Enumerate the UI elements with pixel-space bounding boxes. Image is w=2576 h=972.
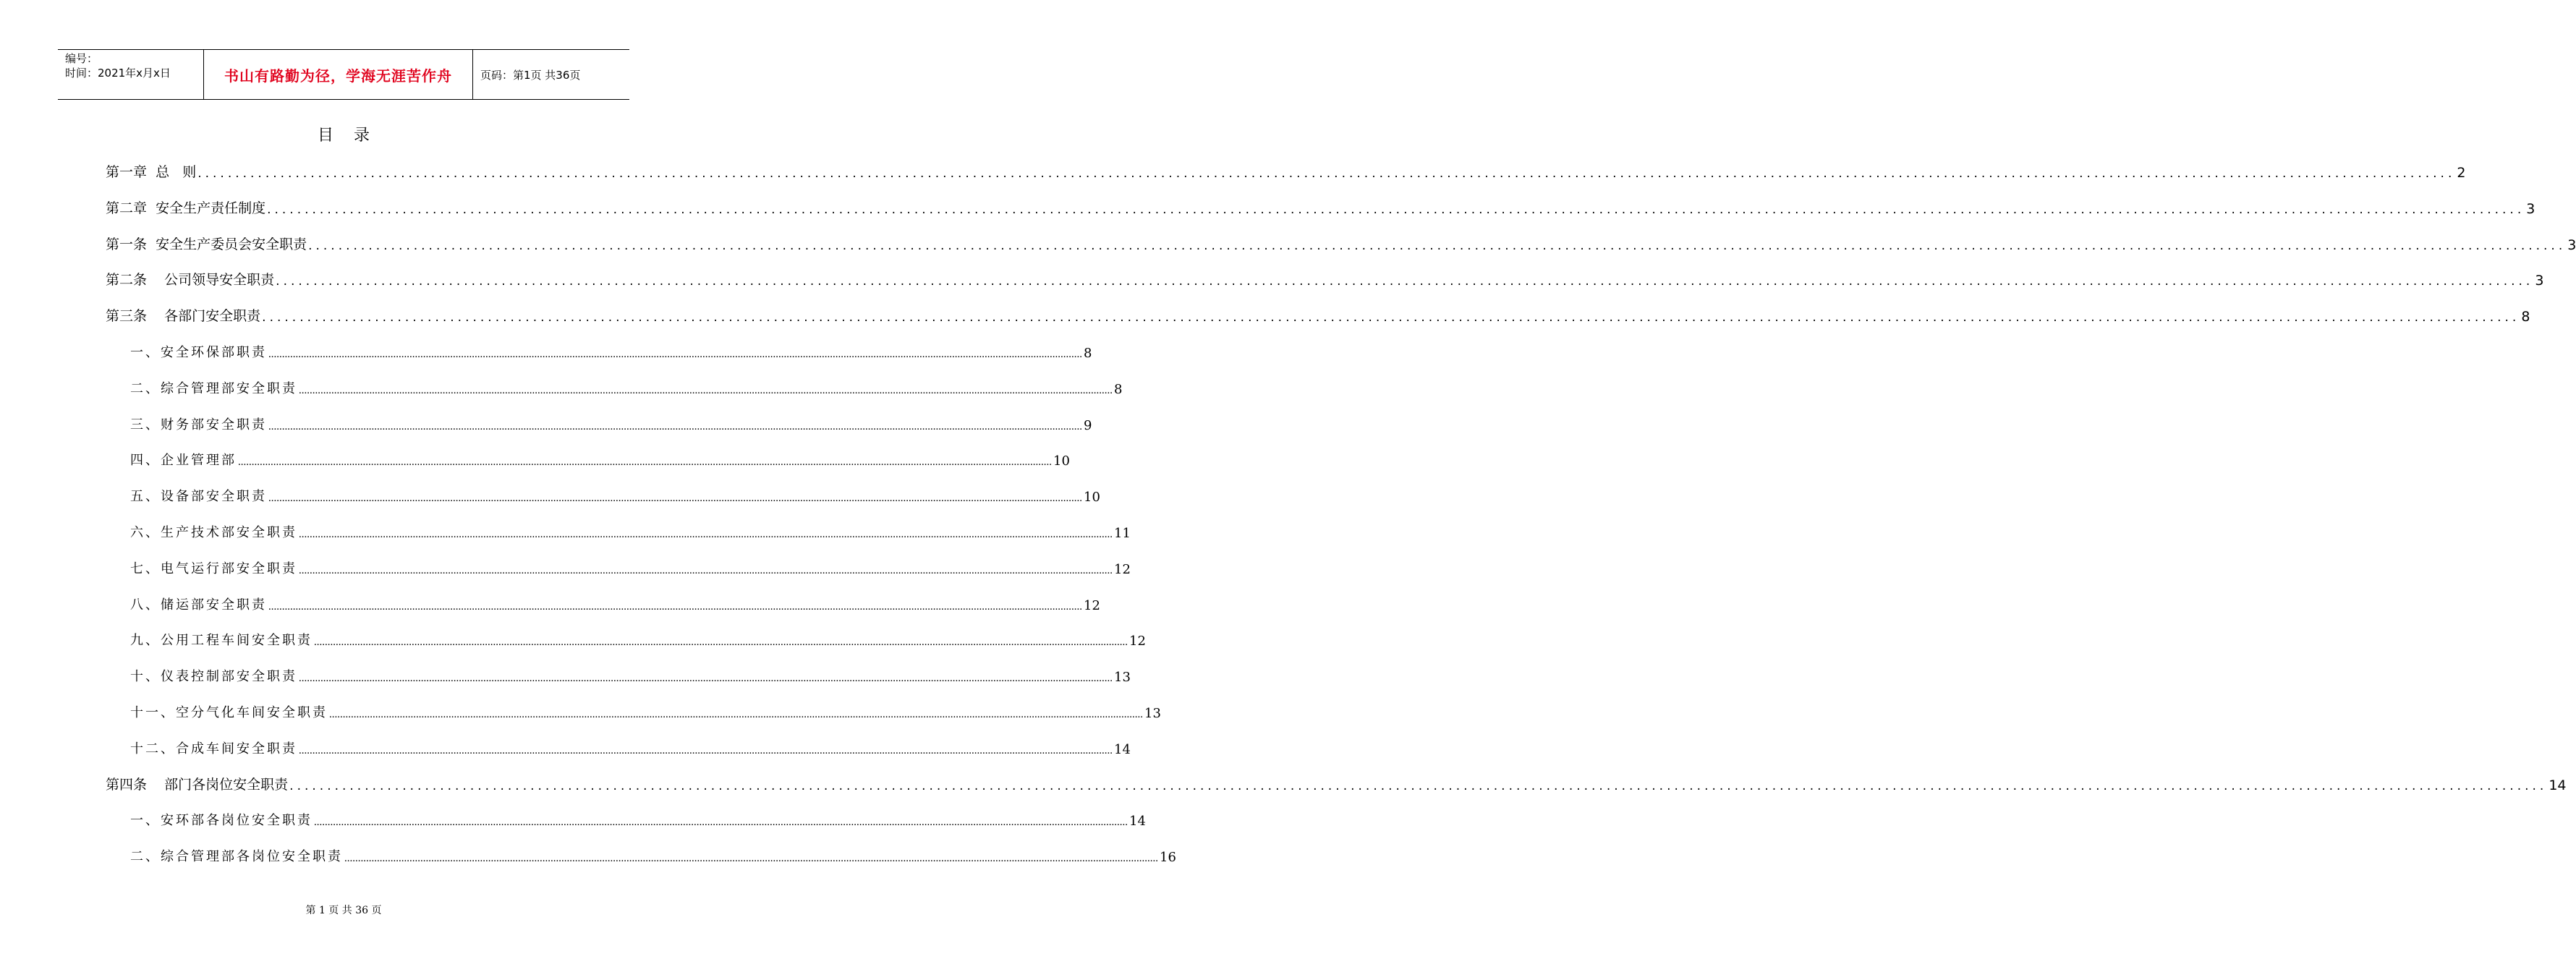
toc-entry[interactable]	[106, 303, 2530, 325]
header-meta	[58, 50, 204, 99]
toc-dot-leader: ............................................................................................................................................................................................................................................................................................................	[314, 817, 1128, 829]
toc-entry-page: 10	[1084, 490, 1100, 506]
toc-entry-label: 三、财务部安全职责	[130, 417, 267, 432]
toc-entry-label: 第二条 公司领导安全职责	[106, 272, 275, 289]
toc-entry[interactable]	[130, 412, 1092, 433]
toc-entry-label: 五、设备部安全职责	[130, 489, 267, 505]
toc-dot-leader: ............................................................................................................................................................................................................................................................................................................	[289, 778, 2548, 793]
toc-dot-leader: ............................................................................................................................................................................................................................................................................................................	[268, 600, 1082, 613]
toc-dot-leader: ............................................................................................................................................................................................................................................................................................................	[197, 166, 2456, 181]
toc-entry-label: 六、生产技术部安全职责	[130, 525, 297, 540]
toc-entry[interactable]	[130, 807, 1146, 830]
page-header	[58, 49, 629, 100]
toc-entry-page: 14	[2549, 777, 2567, 793]
toc-entry-page: 12	[1129, 634, 1146, 649]
toc-entry-label: 七、电气运行部安全职责	[130, 560, 297, 576]
toc-entry[interactable]	[130, 555, 1131, 577]
header-page-info: 页码：第1页 共36页	[480, 68, 581, 82]
toc-dot-leader: ............................................................................................................................................................................................................................................................................................................	[267, 202, 2525, 217]
toc-entry-label: 八、储运部安全职责	[130, 597, 267, 613]
toc-dot-leader: ............................................................................................................................................................................................................................................................................................................	[299, 673, 1113, 685]
toc-entry-label: 二、综合管理部各岗位安全职责	[130, 849, 343, 865]
toc-entry-page: 16	[1160, 850, 1176, 866]
toc-entry-label: 第一条 安全生产委员会安全职责	[106, 236, 307, 252]
toc-dot-leader: ............................................................................................................................................................................................................................................................................................................	[238, 456, 1052, 469]
toc-entry-label: 十一、空分气化车间安全职责	[130, 705, 328, 720]
toc-entry[interactable]	[130, 339, 1092, 361]
toc-entry-label: 第二章 安全生产责任制度	[106, 200, 266, 216]
toc-entry-page: 12	[1084, 597, 1100, 613]
toc-dot-leader: ............................................................................................................................................................................................................................................................................................................	[344, 853, 1158, 865]
toc-dot-leader: ............................................................................................................................................................................................................................................................................................................	[268, 420, 1082, 432]
toc-entry-page: 2	[2457, 165, 2466, 181]
toc-entry[interactable]	[106, 267, 2544, 289]
toc-entry[interactable]	[130, 592, 1100, 613]
toc-entry-label: 二、综合管理部安全职责	[130, 380, 297, 396]
page-footer: 第 1 页 共 36 页	[305, 905, 382, 916]
toc-entry-page: 3	[2535, 273, 2544, 289]
toc-dot-leader: ............................................................................................................................................................................................................................................................................................................	[299, 564, 1113, 576]
toc-title: 目录	[317, 127, 390, 145]
toc-entry[interactable]	[130, 627, 1146, 649]
toc-entry[interactable]	[130, 843, 1176, 866]
toc-entry[interactable]	[130, 483, 1100, 506]
toc-entry-label: 十二、合成车间安全职责	[130, 741, 297, 756]
toc-entry[interactable]	[106, 231, 2576, 253]
toc-entry-page: 14	[1129, 814, 1146, 830]
toc-dot-leader: ............................................................................................................................................................................................................................................................................................................	[268, 349, 1082, 360]
toc-entry-label: 一、安环部各岗位安全职责	[130, 813, 313, 829]
toc-entry-page: 13	[1114, 670, 1131, 686]
toc-entry-page: 8	[2521, 309, 2530, 325]
toc-entry-label: 第一章 总 则	[106, 164, 197, 180]
toc-entry[interactable]	[130, 519, 1131, 541]
toc-entry-page: 14	[1114, 741, 1131, 757]
toc-entry-label: 四、企业管理部	[130, 453, 237, 469]
toc-entry-page: 3	[2567, 236, 2576, 253]
toc-entry[interactable]	[106, 159, 2466, 181]
toc-entry[interactable]	[130, 447, 1070, 469]
toc-entry-page: 3	[2526, 200, 2535, 217]
toc-entry[interactable]	[106, 772, 2567, 793]
toc-entry-label: 十、仪表控制部安全职责	[130, 669, 297, 685]
toc-dot-leader: ............................................................................................................................................................................................................................................................................................................	[308, 238, 2567, 253]
toc-entry-label: 第四条 部门各岗位安全职责	[106, 776, 289, 793]
toc-dot-leader: ............................................................................................................................................................................................................................................................................................................	[329, 709, 1143, 720]
toc-entry-label: 第三条 各部门安全职责	[106, 308, 261, 325]
toc-entry-page: 8	[1084, 346, 1092, 361]
toc-dot-leader: ............................................................................................................................................................................................................................................................................................................	[299, 384, 1113, 396]
toc-entry[interactable]	[130, 375, 1123, 397]
toc-entry-page: 11	[1114, 526, 1131, 541]
toc-dot-leader: ............................................................................................................................................................................................................................................................................................................	[299, 529, 1113, 540]
toc-dot-leader: ............................................................................................................................................................................................................................................................................................................	[314, 636, 1128, 649]
document-time: 时间：2021年x月x日	[65, 67, 171, 80]
document-number-label: 编号：	[65, 52, 98, 65]
toc-entry[interactable]	[130, 736, 1131, 757]
toc-entry[interactable]	[130, 663, 1131, 686]
toc-entry-label: 九、公用工程车间安全职责	[130, 633, 313, 649]
header-motto: 书山有路勤为径，学海无涯苦作舟	[204, 50, 473, 99]
toc-dot-leader: ............................................................................................................................................................................................................................................................................................................	[262, 310, 2520, 325]
toc-entry-page: 10	[1053, 453, 1070, 469]
toc-dot-leader: ............................................................................................................................................................................................................................................................................................................	[299, 744, 1113, 756]
toc-dot-leader: ............................................................................................................................................................................................................................................................................................................	[276, 274, 2534, 289]
toc-entry-page: 12	[1114, 561, 1131, 577]
toc-entry[interactable]	[130, 699, 1161, 721]
toc-dot-leader: ............................................................................................................................................................................................................................................................................................................	[268, 493, 1082, 505]
toc-entry-page: 9	[1084, 417, 1092, 433]
toc-entry-page: 8	[1114, 381, 1123, 397]
toc-entry[interactable]	[106, 195, 2535, 217]
toc-entry-label: 一、安全环保部职责	[130, 345, 267, 360]
toc-entry-page: 13	[1144, 706, 1161, 721]
